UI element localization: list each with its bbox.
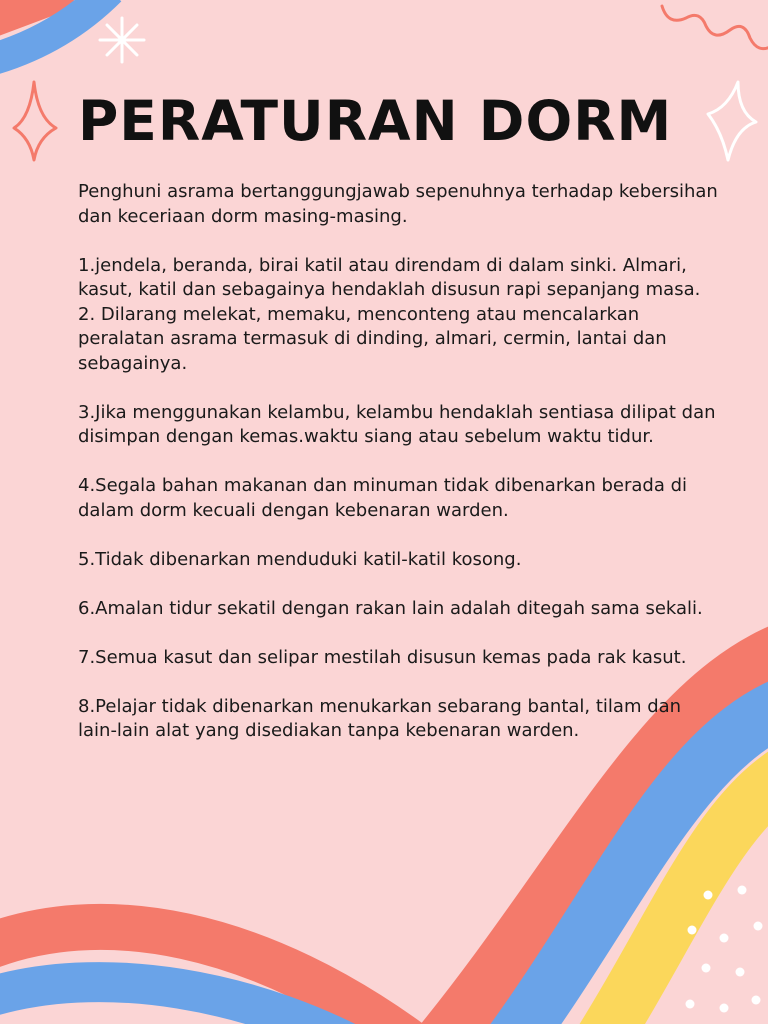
rule-item-4: 4.Segala bahan makanan dan minuman tidak dibenarkan berada di dalam dorm kecuali dengan kebenaran warden. [78, 475, 688, 521]
rule-item-8: 8.Pelajar tidak dibenarkan menukarkan sebarang bantal, tilam dan lain-lain alat yang disediakan tanpa kebenaran warden. [78, 695, 682, 741]
coral-squiggle-icon [662, 6, 768, 49]
rule-item-5: 5.Tidak dibenarkan menduduki katil-katil kosong. [78, 548, 522, 570]
white-dots [686, 886, 763, 1013]
rules-content [78, 180, 718, 744]
rule-item-2: 2. Dilarang melekat, memaku, menconteng atau mencalarkan peralatan asrama termasuk di dinding, almari, cermin, lantai dan sebagainya. [78, 303, 667, 374]
page-title: PERATURAN DORM [78, 89, 673, 153]
white-sparkle-icon [708, 82, 756, 160]
rule-item-1: 1.jendela, beranda, birai katil atau direndam di dalam sinki. Almari, kasut, katil dan sebagainya hendaklah disusun rapi sepanjang masa. [78, 254, 701, 300]
top-left-rainbow [0, 0, 110, 60]
rule-item-7: 7.Semua kasut dan selipar mestilah disusun kemas pada rak kasut. [78, 646, 687, 668]
rule-item-3: 3.Jika menggunakan kelambu, kelambu hendaklah sentiasa dilipat dan disimpan dengan kemas.waktu siang atau sebelum waktu tidur. [78, 401, 716, 447]
bottom-left-rainbow [0, 927, 420, 1024]
rule-item-6: 6.Amalan tidur sekatil dengan rakan lain adalah ditegah sama sekali. [78, 597, 703, 619]
coral-sparkle-icon [14, 82, 56, 160]
white-star-icon [100, 18, 144, 62]
intro-paragraph: Penghuni asrama bertanggungjawab sepenuhnya terhadap kebersihan dan keceriaan dorm masing-masing. [78, 181, 718, 227]
